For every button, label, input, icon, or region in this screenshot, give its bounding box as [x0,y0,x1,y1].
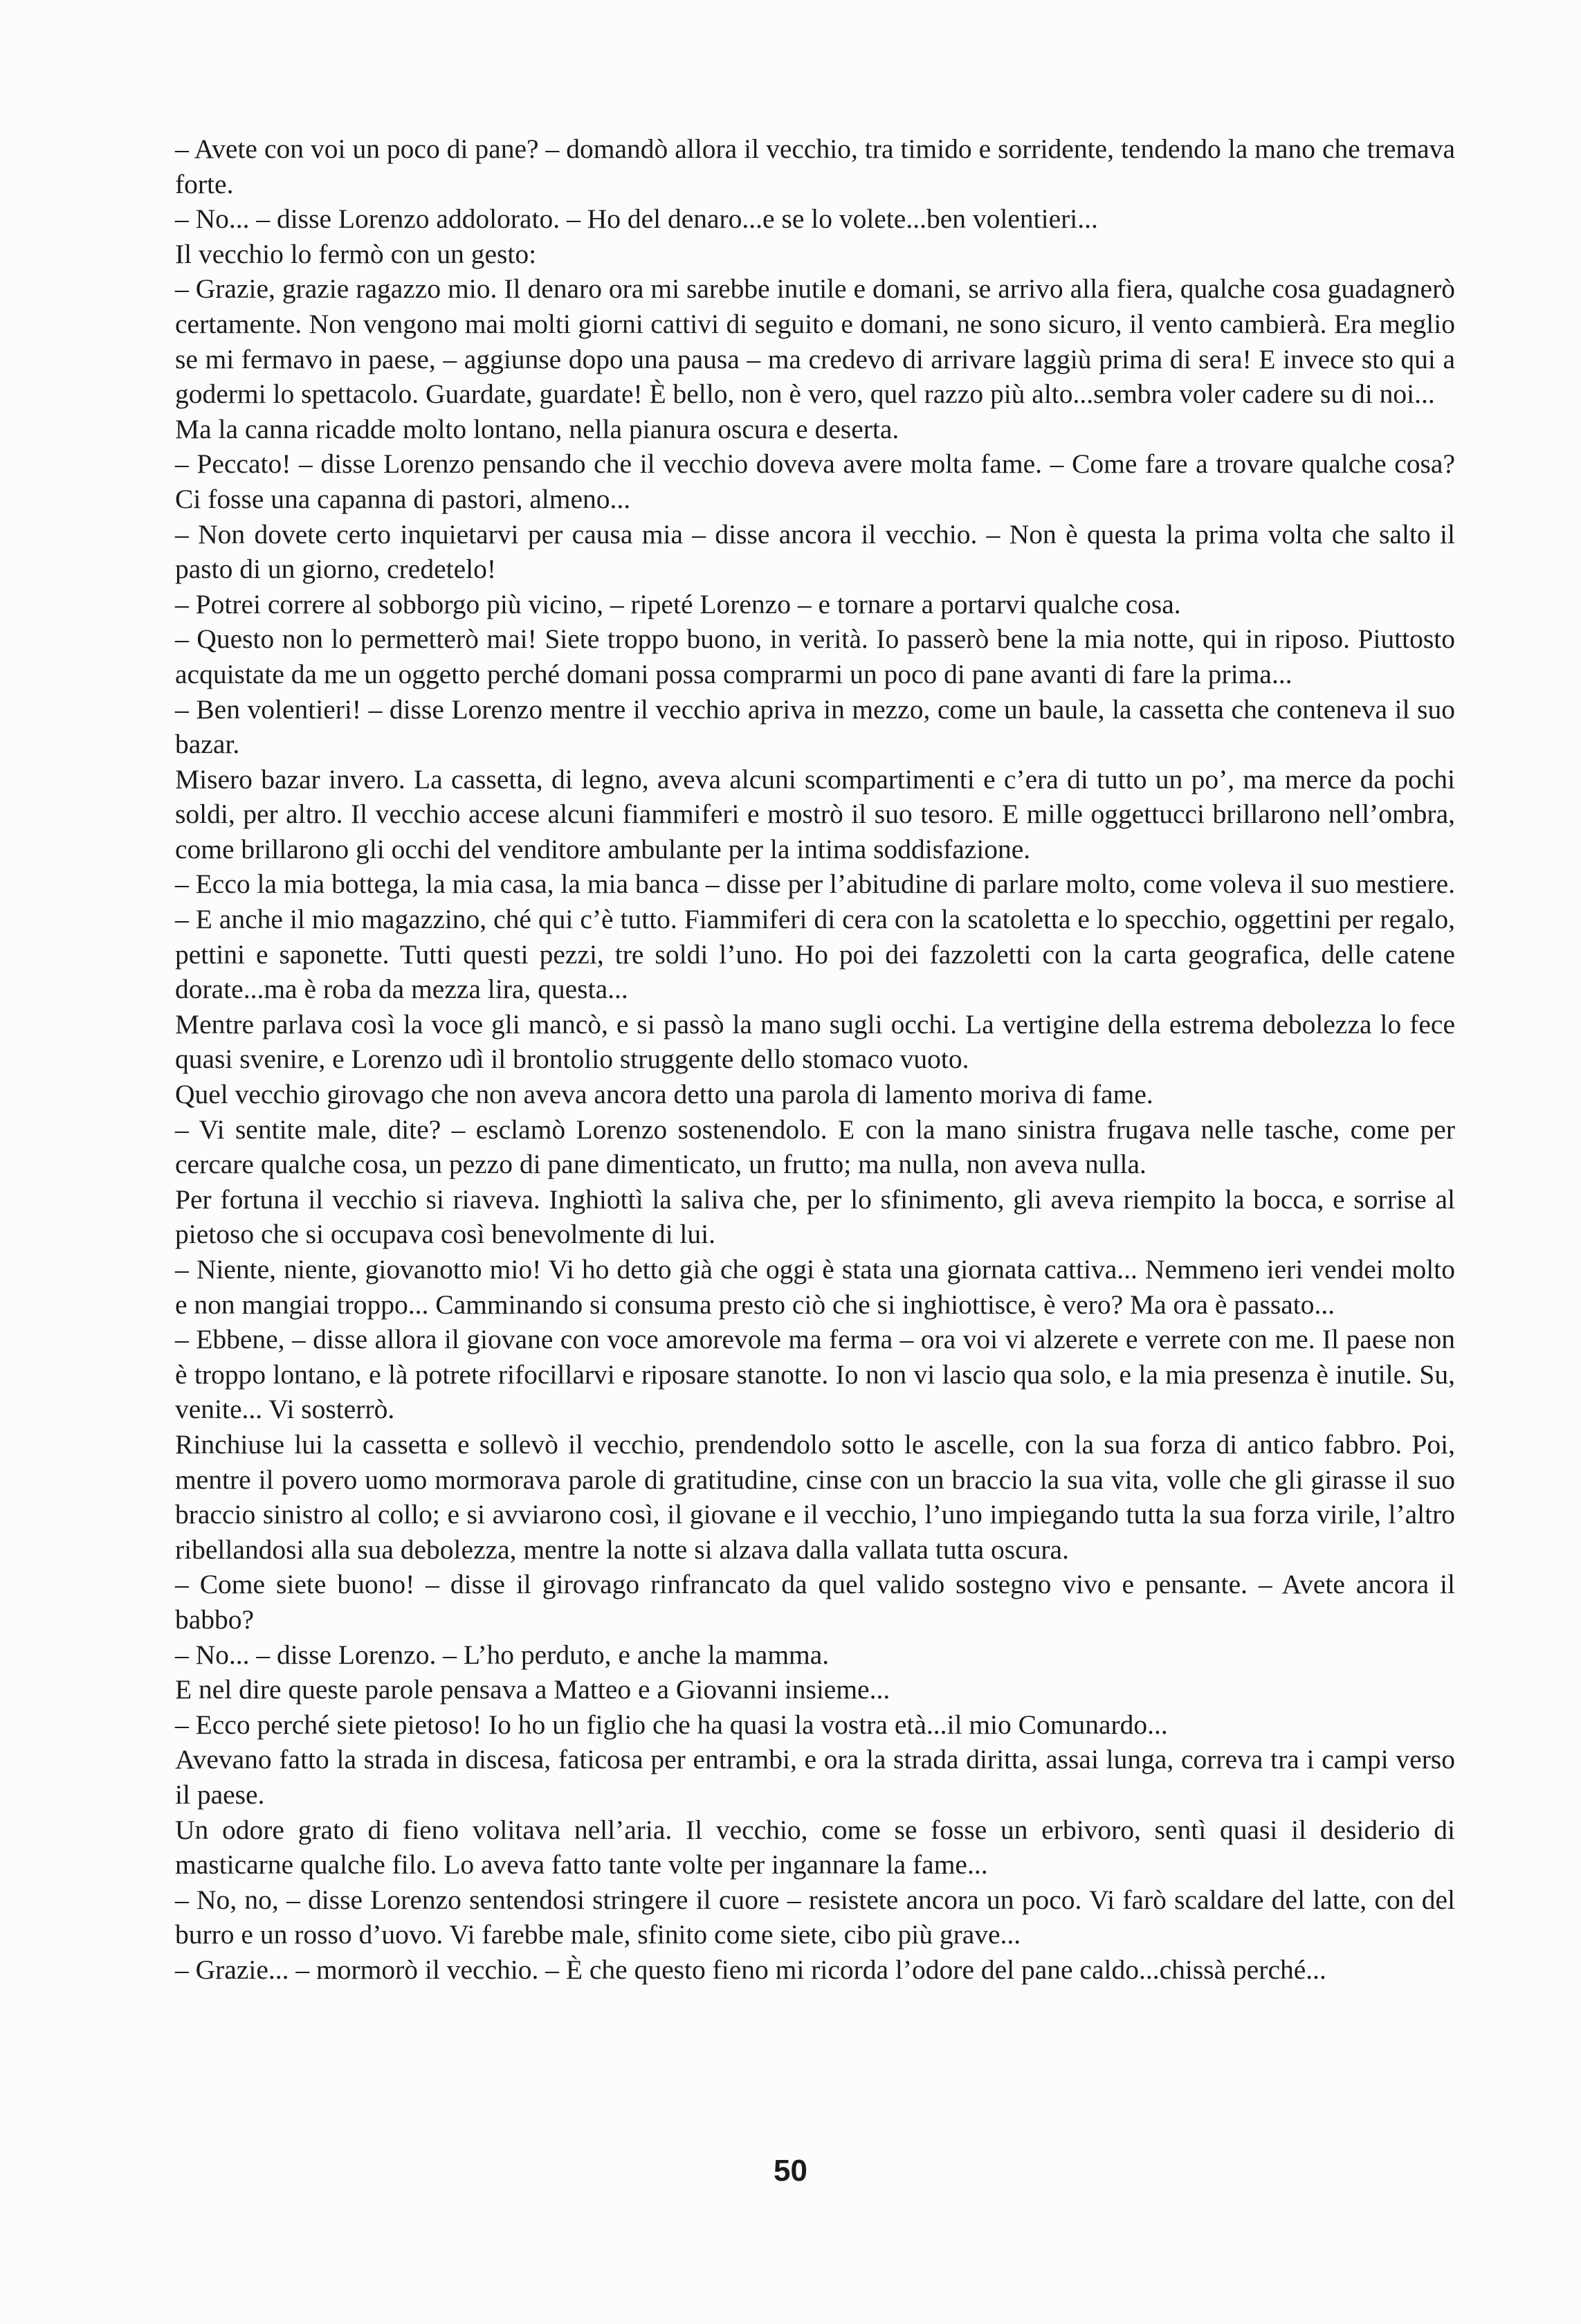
paragraph: Rinchiuse lui la cassetta e sollevò il vecchio, prendendolo sotto le ascelle, con la sua forza di antico fabbro. Poi, mentre il povero uomo mormorava parole di gratitudine, cinse con un braccio la sua vita, volle che gli girasse il suo braccio sinistro al collo; e si avviarono così, il giovane e il vecchio, l’uno impiegando tutta la sua forza virile, l’altro ribellandosi alla sua debolezza, mentre la notte si alzava dalla vallata tutta oscura. [175,1428,1455,1565]
paragraph: – No, no, – disse Lorenzo sentendosi stringere il cuore – resistete ancora un poco. Vi farò scaldare del latte, con del burro e un rosso d’uovo. Vi farebbe male, sfinito come siete, cibo più grave... [175,1884,1455,1950]
paragraph: – Ben volentieri! – disse Lorenzo mentre il vecchio apriva in mezzo, come un baule, la cassetta che conteneva il suo bazar. [175,693,1455,760]
page-body-text [175,131,1455,1987]
paragraph: – Niente, niente, giovanotto mio! Vi ho detto già che oggi è stata una giornata cattiva... Nemmeno ieri vendei molto e non mangiai troppo... Camminando si consuma presto ciò che si inghiottisce, è vero? Ma ora è passato... [175,1254,1455,1320]
paragraph: – Ecco la mia bottega, la mia casa, la mia banca – disse per l’abitudine di parlare molto, come voleva il suo mestiere. – E anche il mio magazzino, ché qui c’è tutto. Fiammiferi di cera con la scatoletta e lo specchio, oggettini per regalo, pettini e saponette. Tutti questi pezzi, tre soldi l’uno. Ho poi dei fazzoletti con la carta geografica, delle catene dorate...ma è roba da mezza lira, questa... [175,869,1455,1005]
paragraph: Mentre parlava così la voce gli mancò, e si passò la mano sugli occhi. La vertigine della estrema debolezza lo fece quasi svenire, e Lorenzo udì il brontolio struggente dello stomaco vuoto. [175,1008,1455,1075]
paragraph: Il vecchio lo fermò con un gesto: [175,238,537,269]
paragraph: – Grazie, grazie ragazzo mio. Il denaro ora mi sarebbe inutile e domani, se arrivo alla fiera, qualche cosa guadagnerò certamente. Non vengono mai molti giorni cattivi di seguito e domani, ne sono sicuro, il vento cambierà. Era meglio se mi fermavo in paese, – aggiunse dopo una pausa – ma credevo di arrivare laggiù prima di sera! E invece sto qui a godermi lo spettacolo. Guardate, guardate! È bello, non è vero, quel razzo più alto...sembra voler cadere su di noi... [175,273,1455,410]
paragraph: Avevano fatto la strada in discesa, faticosa per entrambi, e ora la strada diritta, assai lunga, correva tra i campi verso il paese. [175,1744,1455,1810]
paragraph: – Peccato! – disse Lorenzo pensando che il vecchio doveva avere molta fame. – Come fare a trovare qualche cosa? Ci fosse una capanna di pastori, almeno... [175,448,1455,514]
paragraph: – Ebbene, – disse allora il giovane con voce amorevole ma ferma – ora voi vi alzerete e verrete con me. Il paese non è troppo lontano, e là potrete rifocillarvi e riposare stanotte. Io non vi lascio qua solo, e la mia presenza è inutile. Su, venite... Vi sosterrò. [175,1324,1455,1425]
paragraph: – Potrei correre al sobborgo più vicino, – ripeté Lorenzo – e tornare a portarvi qualche cosa. [175,588,1181,619]
paragraph: – Non dovete certo inquietarvi per causa mia – disse ancora il vecchio. – Non è questa la prima volta che salto il pasto di un giorno, credetelo! [175,518,1455,585]
paragraph: Un odore grato di fieno volitava nell’aria. Il vecchio, come se fosse un erbivoro, sentì quasi il desiderio di masticarne qualche filo. Lo aveva fatto tante volte per ingannare la fame... [175,1814,1455,1880]
paragraph: – Ecco perché siete pietoso! Io ho un figlio che ha quasi la vostra età...il mio Comunardo... [175,1709,1168,1740]
paragraph: E nel dire queste parole pensava a Matteo e a Giovanni insieme... [175,1674,890,1705]
page-number: 50 [774,2154,807,2188]
paragraph: Misero bazar invero. La cassetta, di legno, aveva alcuni scompartimenti e c’era di tutto un po’, ma merce da pochi soldi, per altro. Il vecchio accese alcuni fiammiferi e mostrò il suo tesoro. E mille oggettucci brillarono nell’ombra, come brillarono gli occhi del venditore ambulante per la intima soddisfazione. [175,763,1455,864]
paragraph: – No... – disse Lorenzo. – L’ho perduto, e anche la mamma. [175,1639,830,1670]
paragraph: – Come siete buono! – disse il girovago rinfrancato da quel valido sostegno vivo e pensante. – Avete ancora il babbo? [175,1569,1455,1635]
paragraph: Per fortuna il vecchio si riaveva. Inghiottì la saliva che, per lo sfinimento, gli aveva riempito la bocca, e sorrise al pietoso che si occupava così benevolmente di lui. [175,1183,1455,1250]
paragraph: – Grazie... – mormorò il vecchio. – È che questo fieno mi ricorda l’odore del pane caldo...chissà perché... [175,1954,1326,1985]
paragraph: Ma la canna ricadde molto lontano, nella pianura oscura e deserta. [175,413,899,444]
paragraph: – No... – disse Lorenzo addolorato. – Ho del denaro...e se lo volete...ben volentieri... [175,203,1098,235]
paragraph: Quel vecchio girovago che non aveva ancora detto una parola di lamento moriva di fame. [175,1079,1153,1110]
paragraph: – Questo non lo permetterò mai! Siete troppo buono, in verità. Io passerò bene la mia notte, qui in riposo. Piuttosto acquistate da me un oggetto perché domani possa comprarmi un poco di pane avanti di fare la prima... [175,624,1455,689]
paragraph: – Vi sentite male, dite? – esclamò Lorenzo sostenendolo. E con la mano sinistra frugava nelle tasche, come per cercare qualche cosa, un pezzo di pane dimenticato, un frutto; ma nulla, non aveva nulla. [175,1114,1455,1180]
paragraph: – Avete con voi un poco di pane? – domandò allora il vecchio, tra timido e sorridente, tendendo la mano che tremava forte. [175,134,1455,199]
